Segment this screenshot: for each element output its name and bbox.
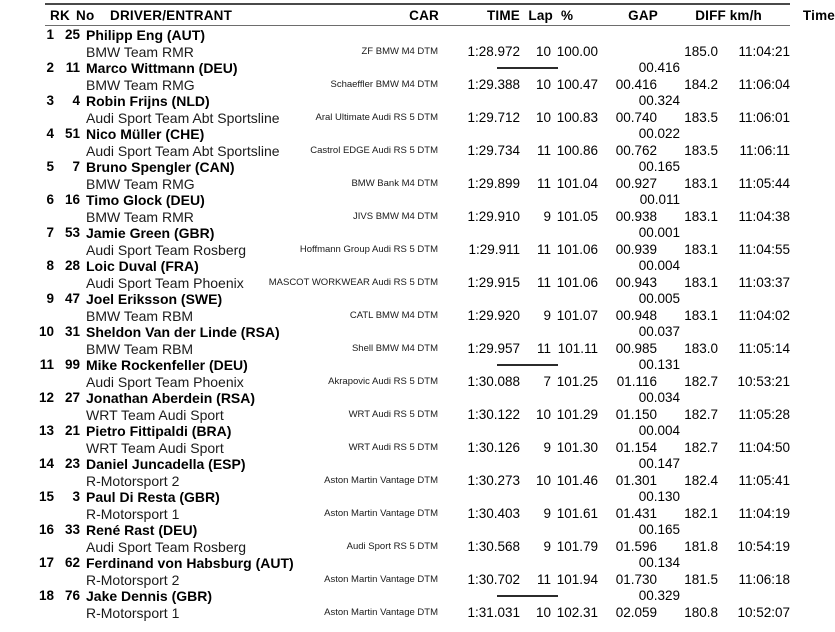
- row-driver-line: [0, 456, 800, 473]
- group-separator-line: [497, 595, 558, 597]
- row-car-model: Schaeffler BMW M4 DTM: [330, 78, 438, 90]
- row-car-model: WRT Audi RS 5 DTM: [348, 441, 438, 453]
- row-speed-kmh: 183.1: [684, 274, 718, 290]
- row-speed-kmh: 185.0: [684, 43, 718, 59]
- row-lap-count: 10: [535, 604, 551, 620]
- row-gap: 02.059: [615, 604, 657, 620]
- row-lap-time: 1:30.126: [467, 439, 520, 455]
- row-car-number: 62: [64, 555, 80, 570]
- row-speed-kmh: 182.4: [684, 472, 718, 488]
- row-lap-count: 10: [535, 76, 551, 92]
- row-lap-count: 10: [535, 109, 551, 125]
- row-driver-line: [0, 588, 800, 605]
- row-driver-name: Jamie Green (GBR): [86, 225, 215, 241]
- row-diff: 00.004: [638, 258, 680, 273]
- row-entrant-name: BMW Team RBM: [86, 307, 194, 324]
- row-rank: 6: [46, 192, 54, 207]
- row-car-number: 27: [64, 390, 80, 405]
- row-time-of-day: 10:53:21: [737, 373, 790, 389]
- row-car-model: MASCOT WORKWEAR Audi RS 5 DTM: [268, 276, 438, 288]
- table-row[interactable]: [0, 60, 800, 93]
- column-header-diff[interactable]: DIFF: [695, 8, 726, 23]
- row-speed-kmh: 183.1: [684, 175, 718, 191]
- row-lap-time: 1:29.899: [467, 175, 520, 191]
- row-gap: 00.740: [615, 109, 657, 125]
- row-entrant-name: WRT Team Audi Sport: [86, 406, 224, 423]
- row-driver-line: [0, 555, 800, 572]
- row-driver-name: Bruno Spengler (CAN): [86, 159, 235, 175]
- row-driver-name: Robin Frijns (NLD): [86, 93, 210, 109]
- row-driver-name: Paul Di Resta (GBR): [86, 489, 220, 505]
- header-rule-bottom: [45, 25, 790, 26]
- row-time-of-day: 11:06:18: [738, 571, 790, 587]
- row-driver-name: Marco Wittmann (DEU): [86, 60, 238, 76]
- column-header-driver-entrant[interactable]: DRIVER/ENTRANT: [110, 8, 233, 23]
- row-car-number: 25: [64, 27, 80, 42]
- row-percent: 101.29: [556, 406, 598, 422]
- table-row[interactable]: [0, 93, 800, 126]
- row-time-of-day: 11:06:01: [738, 109, 790, 125]
- row-gap: 01.596: [615, 538, 657, 554]
- row-rank: 16: [38, 522, 54, 537]
- row-percent: 101.06: [556, 274, 598, 290]
- row-car-number: 21: [64, 423, 80, 438]
- row-time-of-day: 11:05:41: [738, 472, 790, 488]
- column-header-kmh[interactable]: km/h: [729, 8, 762, 23]
- row-car-model: Aston Martin Vantage DTM: [324, 573, 438, 585]
- row-speed-kmh: 182.1: [684, 505, 718, 521]
- row-lap-time: 1:29.911: [468, 241, 520, 257]
- row-lap-count: 10: [535, 406, 551, 422]
- row-car-number: 99: [64, 357, 80, 372]
- row-time-of-day: 10:52:07: [737, 604, 790, 620]
- row-diff: 00.329: [638, 588, 680, 603]
- row-entrant-name: Audi Sport Team Rosberg: [86, 241, 247, 258]
- row-percent: 100.47: [556, 76, 598, 92]
- row-entrant-line: [0, 176, 800, 193]
- row-percent: 101.04: [556, 175, 598, 191]
- row-lap-time: 1:31.031: [467, 604, 520, 620]
- row-car-model: Akrapovic Audi RS 5 DTM: [328, 375, 438, 387]
- row-gap: 01.154: [615, 439, 657, 455]
- row-percent: 101.06: [556, 241, 598, 257]
- row-speed-kmh: 181.8: [684, 538, 718, 554]
- row-speed-kmh: 180.8: [684, 604, 718, 620]
- row-car-number: 33: [64, 522, 80, 537]
- row-entrant-line: [0, 341, 800, 358]
- row-car-number: 3: [72, 489, 80, 504]
- row-entrant-name: Audi Sport Team Phoenix: [86, 373, 244, 390]
- row-driver-name: Nico Müller (CHE): [86, 126, 205, 142]
- header-labels-row: [45, 6, 835, 25]
- column-header-rk[interactable]: RK: [50, 8, 70, 23]
- row-driver-name: René Rast (DEU): [86, 522, 198, 538]
- row-entrant-name: R-Motorsport 1: [86, 604, 180, 621]
- row-entrant-line: [0, 275, 800, 292]
- row-rank: 18: [38, 588, 54, 603]
- table-row[interactable]: [0, 225, 800, 258]
- row-diff: 00.005: [638, 291, 680, 306]
- row-driver-line: [0, 390, 800, 407]
- row-percent: 101.46: [556, 472, 598, 488]
- row-rank: 13: [38, 423, 54, 438]
- row-driver-line: [0, 192, 800, 209]
- row-driver-line: [0, 27, 800, 44]
- row-car-model: CATL BMW M4 DTM: [349, 309, 438, 321]
- row-entrant-line: [0, 242, 800, 259]
- row-percent: 101.11: [557, 340, 598, 356]
- row-entrant-name: WRT Team Audi Sport: [86, 439, 224, 456]
- table-row[interactable]: [0, 555, 800, 588]
- row-time-of-day: 11:03:37: [738, 274, 790, 290]
- column-header-time[interactable]: TIME: [486, 8, 520, 23]
- row-gap: 01.116: [616, 373, 657, 389]
- row-entrant-line: [0, 143, 800, 160]
- row-gap: 01.730: [615, 571, 657, 587]
- row-entrant-line: [0, 77, 800, 94]
- row-time-of-day: 11:04:38: [738, 208, 790, 224]
- row-lap-count: 11: [536, 241, 551, 257]
- row-car-number: 28: [64, 258, 80, 273]
- row-speed-kmh: 183.5: [684, 142, 718, 158]
- row-time-of-day: 11:04:50: [738, 439, 790, 455]
- row-lap-count: 10: [535, 43, 551, 59]
- row-car-model: Aston Martin Vantage DTM: [324, 507, 438, 519]
- row-diff: 00.004: [638, 423, 680, 438]
- row-driver-name: Philipp Eng (AUT): [86, 27, 205, 43]
- group-separator-line: [497, 67, 558, 69]
- row-driver-line: [0, 258, 800, 275]
- table-row[interactable]: [0, 126, 800, 159]
- row-time-of-day: 11:04:19: [738, 505, 790, 521]
- row-time-of-day: 11:06:11: [739, 142, 790, 158]
- row-lap-count: 10: [535, 472, 551, 488]
- row-driver-line: [0, 291, 800, 308]
- row-time-of-day: 11:04:21: [738, 43, 790, 59]
- row-car-number: 53: [64, 225, 80, 240]
- row-speed-kmh: 183.1: [684, 208, 718, 224]
- table-row[interactable]: [0, 258, 800, 291]
- row-percent: 101.07: [556, 307, 598, 323]
- row-diff: 00.001: [638, 225, 680, 240]
- row-gap: 00.938: [615, 208, 657, 224]
- row-percent: 101.61: [556, 505, 598, 521]
- row-driver-line: [0, 324, 800, 341]
- row-car-model: Hoffmann Group Audi RS 5 DTM: [299, 243, 438, 255]
- row-diff: 00.416: [638, 60, 680, 75]
- column-header-lap[interactable]: Lap: [528, 8, 553, 23]
- row-gap: 01.150: [615, 406, 657, 422]
- row-gap: 00.948: [615, 307, 657, 323]
- column-header-car[interactable]: CAR: [409, 8, 439, 23]
- row-car-number: 23: [64, 456, 80, 471]
- row-percent: 101.05: [556, 208, 598, 224]
- row-driver-line: [0, 489, 800, 506]
- row-diff: 00.134: [638, 555, 680, 570]
- row-lap-time: 1:29.388: [467, 76, 520, 92]
- row-car-model: Aral Ultimate Audi RS 5 DTM: [315, 111, 438, 123]
- row-lap-count: 11: [536, 340, 551, 356]
- column-header-no[interactable]: No: [76, 8, 95, 23]
- row-rank: 1: [46, 27, 54, 42]
- row-entrant-line: [0, 572, 800, 589]
- row-gap: 00.939: [615, 241, 657, 257]
- row-entrant-line: [0, 374, 800, 391]
- row-car-model: Audi Sport RS 5 DTM: [346, 540, 438, 552]
- row-gap: 01.301: [615, 472, 657, 488]
- row-driver-line: [0, 357, 800, 374]
- row-speed-kmh: 181.5: [684, 571, 718, 587]
- row-lap-time: 1:29.957: [467, 340, 520, 356]
- row-entrant-name: Audi Sport Team Abt Sportsline: [86, 142, 280, 159]
- row-percent: 102.31: [556, 604, 598, 620]
- row-car-model: Aston Martin Vantage DTM: [324, 606, 438, 618]
- row-diff: 00.165: [638, 159, 680, 174]
- table-row[interactable]: [0, 588, 800, 621]
- row-speed-kmh: 182.7: [684, 373, 718, 389]
- row-lap-count: 9: [543, 538, 551, 554]
- table-row[interactable]: [0, 423, 800, 456]
- row-car-model: BMW Bank M4 DTM: [351, 177, 438, 189]
- row-entrant-line: [0, 605, 800, 622]
- row-rank: 5: [46, 159, 54, 174]
- row-lap-time: 1:30.403: [467, 505, 520, 521]
- group-separator-line: [497, 364, 558, 366]
- row-lap-count: 7: [543, 373, 551, 389]
- row-car-number: 7: [72, 159, 80, 174]
- row-speed-kmh: 183.1: [684, 307, 718, 323]
- table-row[interactable]: [0, 357, 800, 390]
- row-lap-time: 1:29.920: [467, 307, 520, 323]
- row-lap-time: 1:30.122: [467, 406, 520, 422]
- row-percent: 100.00: [556, 43, 598, 59]
- row-percent: 100.83: [556, 109, 598, 125]
- row-driver-name: Jake Dennis (GBR): [86, 588, 213, 604]
- row-lap-count: 9: [543, 439, 551, 455]
- table-header: [45, 3, 835, 26]
- row-driver-name: Sheldon Van der Linde (RSA): [86, 324, 280, 340]
- row-entrant-name: BMW Team RBM: [86, 340, 194, 357]
- row-lap-time: 1:29.910: [467, 208, 520, 224]
- row-car-number: 51: [64, 126, 80, 141]
- row-speed-kmh: 184.2: [684, 76, 718, 92]
- row-speed-kmh: 183.1: [684, 241, 718, 257]
- row-gap: 00.927: [615, 175, 657, 191]
- row-car-number: 47: [64, 291, 80, 306]
- row-lap-time: 1:30.568: [467, 538, 520, 554]
- column-header-gap[interactable]: GAP: [628, 8, 658, 23]
- row-lap-count: 11: [536, 142, 551, 158]
- row-diff: 00.130: [638, 489, 680, 504]
- row-lap-time: 1:29.712: [467, 109, 520, 125]
- row-rank: 7: [46, 225, 54, 240]
- row-speed-kmh: 183.5: [684, 109, 718, 125]
- row-time-of-day: 11:04:02: [738, 307, 790, 323]
- row-entrant-line: [0, 110, 800, 127]
- row-driver-name: Loic Duval (FRA): [86, 258, 199, 274]
- row-gap: 00.416: [615, 76, 657, 92]
- row-entrant-name: R-Motorsport 2: [86, 472, 180, 489]
- row-time-of-day: 11:04:55: [738, 241, 790, 257]
- row-driver-line: [0, 159, 800, 176]
- row-time-of-day: 11:05:44: [738, 175, 790, 191]
- row-rank: 8: [46, 258, 54, 273]
- row-lap-time: 1:28.972: [467, 43, 520, 59]
- row-time-of-day: 11:06:04: [738, 76, 790, 92]
- row-lap-time: 1:29.915: [467, 274, 520, 290]
- row-rank: 12: [38, 390, 54, 405]
- row-lap-time: 1:30.088: [467, 373, 520, 389]
- row-car-model: Aston Martin Vantage DTM: [324, 474, 438, 486]
- row-speed-kmh: 182.7: [684, 439, 718, 455]
- results-rows: [0, 27, 800, 621]
- row-driver-name: Joel Eriksson (SWE): [86, 291, 223, 307]
- row-entrant-name: Audi Sport Team Phoenix: [86, 274, 244, 291]
- row-entrant-name: Audi Sport Team Rosberg: [86, 538, 247, 555]
- row-percent: 101.94: [556, 571, 598, 587]
- row-gap: 00.943: [615, 274, 657, 290]
- row-entrant-line: [0, 440, 800, 457]
- row-car-number: 76: [64, 588, 80, 603]
- table-row[interactable]: [0, 159, 800, 192]
- row-percent: 101.25: [556, 373, 598, 389]
- column-header-pct[interactable]: %: [561, 8, 574, 23]
- row-diff: 00.022: [638, 126, 680, 141]
- table-row[interactable]: [0, 456, 800, 489]
- row-entrant-line: [0, 473, 800, 490]
- row-car-model: Castrol EDGE Audi RS 5 DTM: [310, 144, 438, 156]
- column-header-time-of-day[interactable]: Time: [802, 8, 835, 23]
- row-diff: 00.324: [638, 93, 680, 108]
- row-diff: 00.165: [638, 522, 680, 537]
- row-rank: 14: [38, 456, 54, 471]
- row-driver-line: [0, 126, 800, 143]
- row-rank: 17: [38, 555, 54, 570]
- table-row[interactable]: [0, 27, 800, 60]
- row-gap: 00.985: [615, 340, 657, 356]
- row-lap-time: 1:30.273: [467, 472, 520, 488]
- row-entrant-line: [0, 44, 800, 61]
- row-rank: 4: [46, 126, 54, 141]
- row-driver-name: Pietro Fittipaldi (BRA): [86, 423, 232, 439]
- row-entrant-name: R-Motorsport 1: [86, 505, 180, 522]
- table-row[interactable]: [0, 489, 800, 522]
- row-speed-kmh: 183.0: [684, 340, 718, 356]
- row-driver-name: Daniel Juncadella (ESP): [86, 456, 246, 472]
- row-entrant-name: BMW Team RMG: [86, 76, 195, 93]
- row-lap-count: 11: [536, 175, 551, 191]
- row-gap: 00.762: [615, 142, 657, 158]
- row-diff: 00.011: [639, 192, 680, 207]
- row-rank: 10: [38, 324, 54, 339]
- row-rank: 2: [46, 60, 54, 75]
- row-diff: 00.147: [638, 456, 680, 471]
- row-percent: 100.86: [556, 142, 598, 158]
- table-row[interactable]: [0, 291, 800, 324]
- row-driver-name: Jonathan Aberdein (RSA): [86, 390, 256, 406]
- row-driver-line: [0, 93, 800, 110]
- row-lap-count: 9: [543, 307, 551, 323]
- row-entrant-line: [0, 506, 800, 523]
- row-diff: 00.037: [638, 324, 680, 339]
- row-entrant-line: [0, 407, 800, 424]
- row-entrant-name: BMW Team RMR: [86, 208, 194, 225]
- row-car-model: Shell BMW M4 DTM: [351, 342, 438, 354]
- table-row[interactable]: [0, 192, 800, 225]
- row-driver-name: Ferdinand von Habsburg (AUT): [86, 555, 294, 571]
- row-driver-name: Timo Glock (DEU): [86, 192, 205, 208]
- row-lap-time: 1:29.734: [467, 142, 520, 158]
- row-car-number: 4: [72, 93, 80, 108]
- row-car-model: ZF BMW M4 DTM: [361, 45, 438, 57]
- row-entrant-name: BMW Team RMG: [86, 175, 195, 192]
- row-car-number: 11: [65, 60, 80, 75]
- row-rank: 15: [38, 489, 54, 504]
- row-driver-line: [0, 60, 800, 77]
- row-driver-line: [0, 522, 800, 539]
- table-row[interactable]: [0, 522, 800, 555]
- row-entrant-line: [0, 209, 800, 226]
- row-entrant-name: Audi Sport Team Abt Sportsline: [86, 109, 280, 126]
- row-diff: 00.034: [638, 390, 680, 405]
- row-lap-time: 1:30.702: [467, 571, 520, 587]
- row-entrant-name: BMW Team RMR: [86, 43, 194, 60]
- row-speed-kmh: 182.7: [684, 406, 718, 422]
- table-row[interactable]: [0, 390, 800, 423]
- row-driver-line: [0, 423, 800, 440]
- row-car-model: JIVS BMW M4 DTM: [353, 210, 438, 222]
- row-entrant-name: R-Motorsport 2: [86, 571, 180, 588]
- row-percent: 101.79: [556, 538, 598, 554]
- row-rank: 3: [46, 93, 54, 108]
- row-percent: 101.30: [556, 439, 598, 455]
- row-lap-count: 11: [536, 274, 551, 290]
- row-diff: 00.131: [638, 357, 680, 372]
- table-row[interactable]: [0, 324, 800, 357]
- row-entrant-line: [0, 308, 800, 325]
- row-rank: 11: [39, 357, 54, 372]
- row-rank: 9: [46, 291, 54, 306]
- row-driver-name: Mike Rockenfeller (DEU): [86, 357, 248, 373]
- row-time-of-day: 11:05:28: [738, 406, 790, 422]
- row-entrant-line: [0, 539, 800, 556]
- row-time-of-day: 11:05:14: [738, 340, 790, 356]
- row-car-number: 31: [64, 324, 80, 339]
- row-car-model: WRT Audi RS 5 DTM: [348, 408, 438, 420]
- row-lap-count: 11: [536, 571, 551, 587]
- row-lap-count: 9: [543, 208, 551, 224]
- row-time-of-day: 10:54:19: [737, 538, 790, 554]
- row-lap-count: 9: [543, 505, 551, 521]
- row-car-number: 16: [64, 192, 80, 207]
- row-driver-line: [0, 225, 800, 242]
- row-gap: 01.431: [615, 505, 657, 521]
